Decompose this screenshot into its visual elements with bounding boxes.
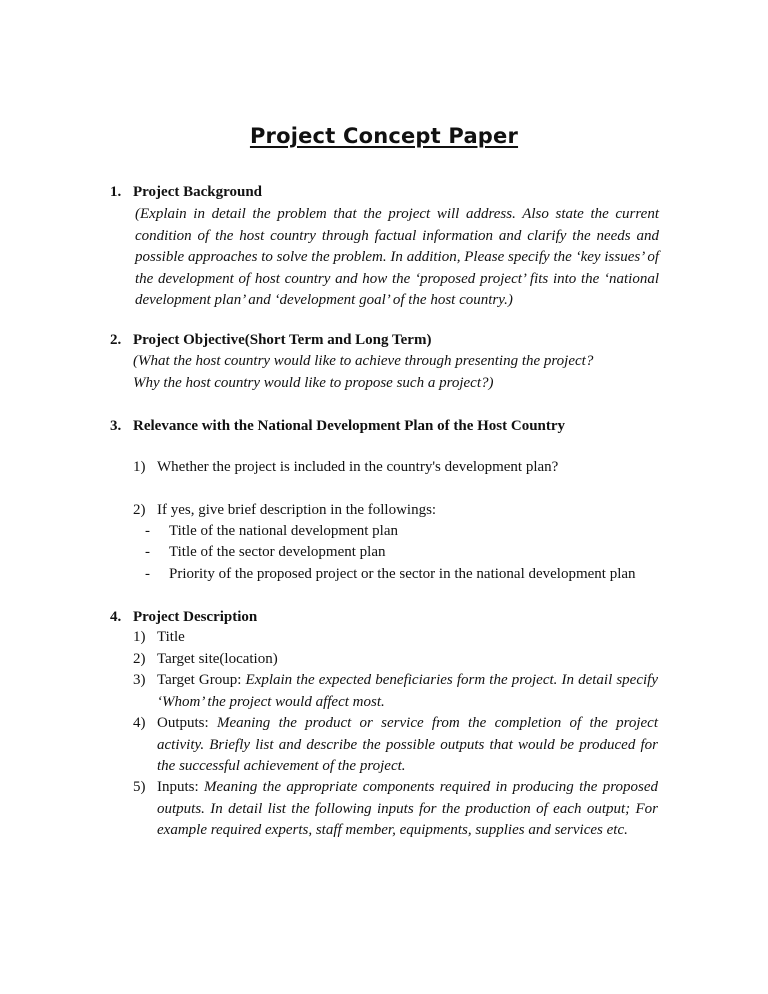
- section-title: Project Description: [133, 609, 258, 625]
- item-label: Title: [157, 629, 185, 645]
- section-2-description: [133, 351, 593, 394]
- section-1-description: (Explain in detail the problem that the project will address. Also state the current condition of the host country through factual information and clarify the needs and possible approaches to solve the problem. In addition, Please specify the ‘key issues’ of the development of host country and how the ‘proposed project’ fits into the ‘national development plan’ and ‘development goal’ of the host country.): [135, 206, 659, 308]
- section-3-heading: [110, 415, 565, 437]
- item-label: Inputs:: [157, 779, 199, 795]
- list-item: [133, 457, 658, 479]
- dash-marker: -: [145, 544, 150, 560]
- item-number: 1): [133, 629, 146, 645]
- section-2-heading: [110, 329, 431, 351]
- item-label: Outputs:: [157, 715, 209, 731]
- item-number: 2): [133, 651, 146, 667]
- list-item: [133, 670, 658, 713]
- section-number: 1.: [110, 184, 122, 200]
- item-text: If yes, give brief description in the followings:: [157, 502, 437, 518]
- bullet-text: Title of the national development plan: [169, 523, 398, 539]
- item-description: Meaning the product or service from the completion of the project activity. Briefly list and describe the possible outputs that would be produced for the successful achievement of the project.: [157, 715, 658, 774]
- section-title: Project Objective(Short Term and Long Term): [133, 332, 432, 348]
- item-content: [157, 777, 658, 842]
- list-item: [133, 649, 658, 671]
- description-line: (What the host country would like to achieve through presenting the project?: [133, 353, 594, 369]
- description-line: Why the host country would like to propose such a project?): [133, 374, 494, 391]
- section-1-heading: [110, 181, 262, 203]
- item-label: Target site(location): [157, 651, 278, 667]
- section-title: Relevance with the National Development Plan of the Host Country: [133, 418, 566, 434]
- list-item: [133, 777, 658, 842]
- section-number: 3.: [110, 418, 122, 434]
- item-number: 5): [133, 779, 146, 795]
- bullet-item: [145, 521, 398, 543]
- item-description: Explain the expected beneficiaries form the project. In detail specify ‘Whom’ the project would affect most.: [157, 672, 658, 710]
- item-number: 2): [133, 502, 146, 518]
- item-number: 1): [133, 459, 146, 475]
- section-title: Project Background: [133, 184, 263, 200]
- section-number: 2.: [110, 332, 122, 348]
- dash-marker: -: [145, 523, 150, 539]
- bullet-item: [145, 564, 636, 586]
- item-content: [157, 670, 658, 713]
- page-title: Project Concept Paper: [249, 124, 519, 148]
- bullet-text: Title of the sector development plan: [169, 544, 386, 560]
- dash-marker: -: [145, 566, 150, 582]
- item-label: Target Group:: [157, 672, 242, 688]
- section-number: 4.: [110, 609, 122, 625]
- section-4-heading: [110, 606, 257, 628]
- list-item: [133, 500, 658, 522]
- item-content: [157, 713, 658, 778]
- bullet-item: [145, 542, 385, 564]
- item-number: 4): [133, 715, 146, 731]
- item-description: Meaning the appropriate components required in producing the proposed outputs. In detail list the following inputs for the production of each output; For example required experts, staff member, equipments, supplies and services etc.: [157, 779, 659, 838]
- bullet-text: Priority of the proposed project or the sector in the national development plan: [169, 566, 636, 582]
- item-number: 3): [133, 672, 146, 688]
- list-item: [133, 627, 658, 649]
- item-text: Whether the project is included in the country's development plan?: [157, 459, 559, 475]
- list-item: [133, 713, 658, 778]
